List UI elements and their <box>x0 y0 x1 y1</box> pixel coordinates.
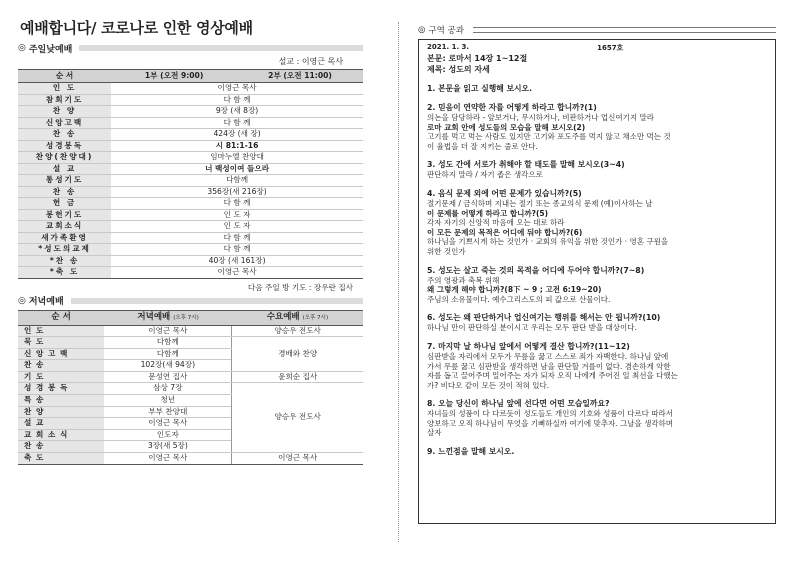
answer-line: 판단하지 말라 / 자기 좁은 생각으로 <box>427 170 543 180</box>
header-bar <box>473 27 776 33</box>
answer-line: 살자 <box>427 428 442 438</box>
row-label: 교회소식 <box>18 221 111 233</box>
evening-value: 이영근 목사 <box>104 418 232 430</box>
wednesday-leader: 양승우 전도사 <box>232 325 363 337</box>
study-box <box>418 39 776 524</box>
row-value: 다 함 께 <box>111 198 363 210</box>
sub-question: 왜 그렇게 해야 합니까?(8下 ~ 9 ; 고전 6:19~20) <box>427 285 602 295</box>
table-row <box>18 129 363 141</box>
evening-value: 102장(새 94장) <box>104 360 232 372</box>
table-row <box>18 244 363 256</box>
row-value: 356장(새 216장) <box>111 186 363 198</box>
answer-line: 자를 돕고 끌어주며 밀어주는 자가 되자 오직 나에게 주어진 일 최선을 다했는 <box>427 371 678 381</box>
col-second-service: 2부 (오전 11:00) <box>237 70 363 83</box>
col-wednesday-label: 수요예배 <box>266 311 300 322</box>
evening-header <box>18 295 363 307</box>
row-value: 다 함 께 <box>111 232 363 244</box>
row-label: 교 회 소 식 <box>18 429 104 441</box>
evening-value: 3장(새 5장) <box>104 441 232 453</box>
wednesday-sermon: 양승우 전도사 <box>232 383 363 453</box>
row-value: 다 함 께 <box>111 117 363 129</box>
table-row <box>18 453 363 465</box>
col-evening-time: (오후 7시) <box>173 314 199 321</box>
row-label: 축 도 <box>18 453 104 465</box>
col-first-service: 1부 (오전 9:00) <box>111 70 237 83</box>
answer-line: 의논을 담당하라 - 앞보거나, 무시하거나, 비판하거나 업신여기지 말라 <box>427 113 655 122</box>
row-value: 40장 (새 161장) <box>111 255 363 267</box>
col-order: 순 서 <box>18 70 111 83</box>
row-label: 기 도 <box>18 371 104 383</box>
question: 7. 마지막 날 하나님 앞에서 어떻게 결산 합니까?(11~12) <box>427 341 630 351</box>
table-row <box>18 267 363 279</box>
row-label: 봉헌기도 <box>18 209 111 221</box>
header-bar <box>79 45 363 51</box>
evening-value: 청년 <box>104 395 232 407</box>
circle-icon: ◎ <box>18 295 26 306</box>
col-order: 순 서 <box>18 310 104 325</box>
evening-value: 다함께 <box>104 337 232 349</box>
question: 5. 성도는 살고 죽는 것의 목적을 어디에 두어야 합니까?(7~8) <box>427 265 645 275</box>
col-wednesday-time: (오후 7시) <box>302 314 329 321</box>
scripture: 본문: 로마서 14장 1~12절 <box>427 54 528 63</box>
question: 1. 본문을 읽고 실행해 보시오. <box>427 84 533 93</box>
row-label: *찬 송 <box>18 255 111 267</box>
row-label: 설 교 <box>18 163 111 175</box>
evening-header-label: 저녁예배 <box>28 297 64 307</box>
row-label: 인 도 <box>18 325 104 337</box>
question: 6. 성도는 왜 판단하거나 업신여기는 행위를 해서는 안 됩니까?(10) <box>427 313 661 323</box>
row-label: 성경봉독 <box>18 140 111 152</box>
col-evening <box>104 310 232 325</box>
study-meta <box>427 43 767 53</box>
question: 3. 성도 간에 서로가 취해야 할 태도를 말해 보시오(3~4) <box>427 160 625 170</box>
answer-line: 자녀들의 성품이 다 다르듯이 성도들도 개인의 기호와 성품이 다르다 따라서 <box>427 409 674 419</box>
row-label: 참회기도 <box>18 94 111 106</box>
row-value: 이영근 목사 <box>111 83 363 95</box>
evening-order-rows <box>18 325 363 464</box>
sunday-order-rows <box>18 83 363 279</box>
evening-value: 인도자 <box>104 429 232 441</box>
row-value: 다함께 <box>111 175 363 187</box>
row-value: 다 함 께 <box>111 94 363 106</box>
table-row <box>18 209 363 221</box>
evening-value: 이영근 목사 <box>104 453 232 465</box>
answer-line: 가? 비다오 같이 모든 것이 적혀 있다. <box>427 380 550 390</box>
row-value: 임마누엘 찬양대 <box>111 152 363 164</box>
table-row <box>18 255 363 267</box>
row-label: 찬 양 <box>18 406 104 418</box>
table-row <box>18 198 363 210</box>
table-row <box>18 337 363 349</box>
bulletin-left <box>18 18 363 465</box>
row-label: 통성기도 <box>18 175 111 187</box>
col-evening-label: 저녁예배 <box>137 311 171 322</box>
row-value: 9장 (새 8장) <box>111 106 363 118</box>
table-row <box>18 232 363 244</box>
issue-number: 1657호 <box>597 44 624 52</box>
table-row <box>18 186 363 198</box>
table-row <box>18 117 363 129</box>
table-row <box>18 106 363 118</box>
row-label: 찬 송 <box>18 186 111 198</box>
question: 8. 오늘 당신이 하나님 앞에 선다면 어떤 모습일까요? <box>427 399 610 409</box>
evening-value: 부부 찬양대 <box>104 406 232 418</box>
study-header-label: 구역 공과 <box>428 26 464 36</box>
next-week-prayer: 다음 주일 방 기도 : 장우란 집사 <box>247 282 353 292</box>
row-label: 특 송 <box>18 395 104 407</box>
row-value: 이영근 목사 <box>111 267 363 279</box>
sunday-header-label: 주일낮예배 <box>28 44 73 55</box>
evening-value: 이영근 목사 <box>104 325 232 337</box>
bulletin-right <box>418 24 776 524</box>
row-value: 시 81:1-16 <box>111 140 363 152</box>
question: 9. 느낀점을 말해 보시오. <box>427 447 515 457</box>
row-label: 새가족환영 <box>18 232 111 244</box>
page-divider <box>398 22 400 542</box>
answer-line: 하나님 만이 판단하실 분이시고 우리는 모두 판단 받을 대상이다. <box>427 323 637 333</box>
row-label: 신 앙 고 백 <box>18 348 104 360</box>
evening-value: 삼상 7장 <box>104 383 232 395</box>
answer-line: 양보하고 오직 하나님이 무엇을 기뻐하실까 여기에 맞추자. 그날을 생각하며 <box>427 418 674 428</box>
row-label: 인 도 <box>18 83 111 95</box>
row-value: 다 함 께 <box>111 244 363 256</box>
study-date: 2021. 1. 3. <box>427 43 470 51</box>
table-row <box>18 221 363 233</box>
row-label: *성도의교제 <box>18 244 111 256</box>
sub-question: 이 모든 문제의 목적은 어디에 둬야 합니까?(6) <box>427 227 583 237</box>
table-row <box>18 83 363 95</box>
sunday-order-table <box>18 69 363 279</box>
row-label: 찬 송 <box>18 441 104 453</box>
answer-line: 하나님을 기쁘시게 하는 것인가 · 교회의 유익을 위한 것인가 · 영혼 구원을 <box>427 237 669 247</box>
row-label: *축 도 <box>18 267 111 279</box>
answer-line: 심판받을 자리에서 모두가 무릎을 꿇고 스스로 죄가 자백한다. 하나님 앞에 <box>427 351 669 361</box>
table-row <box>18 140 363 152</box>
study-header <box>418 24 776 36</box>
row-value: 인 도 자 <box>111 209 363 221</box>
table-header-row <box>18 70 363 83</box>
question: 2. 믿음이 연약한 자를 어떻게 하라고 합니까?(1) <box>427 103 597 112</box>
header-bar <box>71 298 363 304</box>
answer-line: 각자 자기의 신앙적 마음에 오는 대로 하라 <box>427 218 565 228</box>
row-label: 찬양(찬양대) <box>18 152 111 164</box>
evening-order-table <box>18 310 363 465</box>
row-label: 헌 금 <box>18 198 111 210</box>
preacher-line: 설교 : 이영근 목사 <box>278 57 343 66</box>
circle-icon: ◎ <box>418 25 426 35</box>
answer-line: 위한 것인가 <box>427 246 466 256</box>
answer-line: 고기를 먹고 먹는 사람도 있지만 고기와 포도주를 먹지 않고 채소만 먹는 것 <box>427 132 671 142</box>
row-label: 신앙고백 <box>18 117 111 129</box>
sunday-header <box>18 42 363 54</box>
sub-question: 로마 교회 안에 성도들의 모습을 말해 보시오(2) <box>427 122 586 132</box>
evening-value: 다함께 <box>104 348 232 360</box>
wednesday-blessing: 이영근 목사 <box>232 453 363 465</box>
question: 4. 음식 문제 외에 어떤 문제가 있습니까?(5) <box>427 188 582 198</box>
answer-line: 가서 무릎 꿇고 심판받을 생각하면 남을 판단할 겨를이 없다. 겸손하게 악한 <box>427 361 671 371</box>
table-header-row <box>18 310 363 325</box>
answer-line: 절기문제 / 금식하며 지내는 절기 또는 종교의식 문제 (예)이사하는 날 <box>427 198 653 208</box>
study-questions <box>427 84 767 457</box>
col-wednesday <box>232 310 363 325</box>
row-value: 인 도 자 <box>111 221 363 233</box>
table-row <box>18 175 363 187</box>
row-label: 찬 양 <box>18 106 111 118</box>
answer-line: 이 율법을 더 잘 지키는 줄로 안다. <box>427 141 538 151</box>
row-label: 설 교 <box>18 418 104 430</box>
row-value: 424장 (새 장) <box>111 129 363 141</box>
table-row <box>18 383 363 395</box>
wednesday-praise: 경배와 찬양 <box>232 337 363 372</box>
table-row <box>18 152 363 164</box>
subject: 제목: 성도의 자세 <box>427 65 490 74</box>
row-label: 찬 송 <box>18 360 104 372</box>
answer-line: 주님의 소유물이다. 예수그리스도의 피 값으로 산물이다. <box>427 294 611 304</box>
circle-icon: ◎ <box>18 43 26 53</box>
row-value: 너 백성이여 들으라 <box>111 163 363 175</box>
table-row <box>18 163 363 175</box>
wednesday-prayer: 윤희순 집사 <box>232 371 363 383</box>
answer-line: 주의 영광과 축복 위해 <box>427 275 500 285</box>
row-label: 성 경 봉 독 <box>18 383 104 395</box>
table-row <box>18 325 363 337</box>
table-row <box>18 94 363 106</box>
evening-value: 문성연 집사 <box>104 371 232 383</box>
sub-question: 이 문제를 어떻게 하라고 합니까?(5) <box>427 208 549 218</box>
row-label: 찬 송 <box>18 129 111 141</box>
row-label: 묵 도 <box>18 337 104 349</box>
table-row <box>18 371 363 383</box>
page-title: 예배합니다/ 코로나로 인한 영상예배 <box>20 19 253 37</box>
